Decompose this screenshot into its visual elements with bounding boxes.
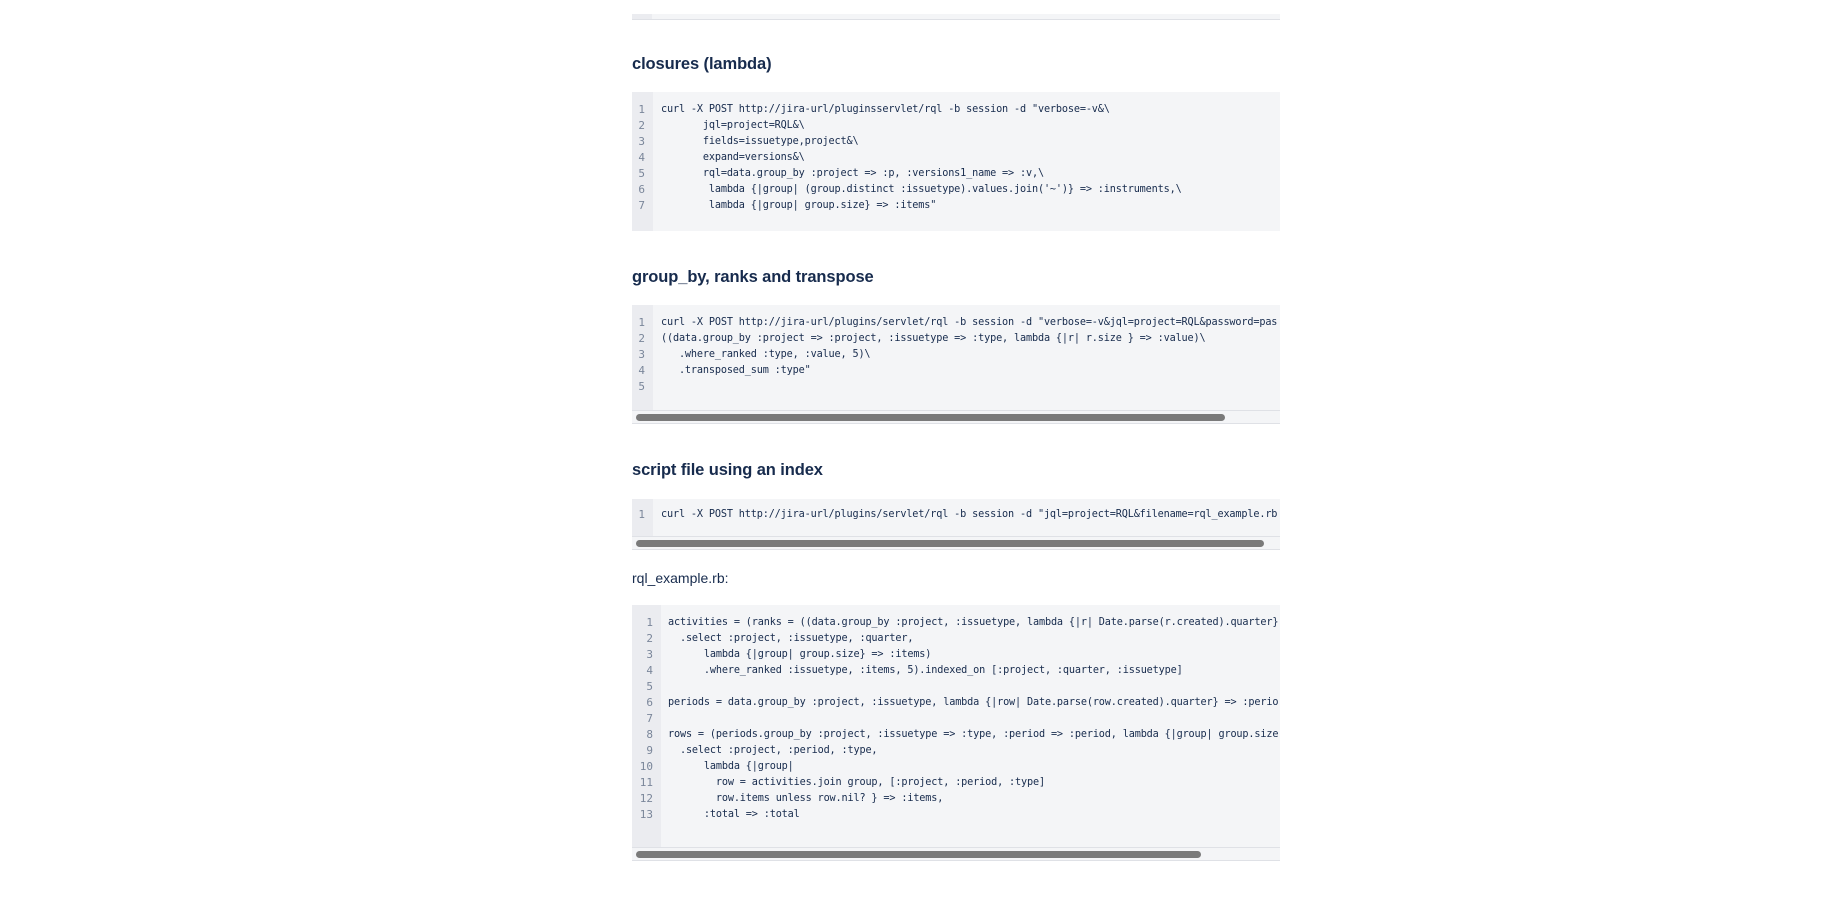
file-name-label: rql_example.rb: <box>632 570 729 586</box>
line-number: 1 <box>638 316 645 329</box>
line-number: 4 <box>638 364 645 377</box>
document-page <box>632 0 1280 900</box>
previous-code-block-bottom <box>632 14 1280 20</box>
code-line: .transposed_sum :type" <box>661 365 811 376</box>
code-line: rql=data.group_by :project => :p, :versions1_name => :v,\ <box>661 168 1044 179</box>
code-line: fields=issuetype,project&\ <box>661 136 859 147</box>
code-line: curl -X POST http://jira-url/pluginsservlet/rql -b session -d "verbose=-v&\ <box>661 104 1110 115</box>
code-line: curl -X POST http://jira-url/plugins/servlet/rql -b session -d "jql=project=RQL&filename=rql_example.rb <box>661 509 1278 520</box>
section-heading-closures: closures (lambda) <box>632 55 772 73</box>
code-block-script-file[interactable] <box>632 499 1280 537</box>
scrollbar-thumb[interactable] <box>636 414 1225 421</box>
code-block-closures[interactable] <box>632 92 1280 231</box>
code-line: rows = (periods.group_by :project, :issuetype => :type, :period => :period, lambda {|group| group.size <box>668 729 1279 740</box>
line-number: 9 <box>646 744 653 757</box>
line-number: 2 <box>638 332 645 345</box>
line-number: 8 <box>646 728 653 741</box>
line-number: 2 <box>646 632 653 645</box>
line-number: 12 <box>639 792 653 805</box>
code-line: .select :project, :issuetype, :quarter, <box>668 633 914 644</box>
code-line: .where_ranked :issuetype, :items, 5).indexed_on [:project, :quarter, :issuetype] <box>668 665 1183 676</box>
code-line: .select :project, :period, :type, <box>668 745 878 756</box>
code-line: ((data.group_by :project => :project, :issuetype => :type, lambda {|r| r.size } => :value)\ <box>661 333 1206 344</box>
code-block-rql-example[interactable] <box>632 605 1280 848</box>
code-block-group-by[interactable] <box>632 305 1280 411</box>
line-number: 7 <box>638 199 645 212</box>
code-line <box>668 679 1278 695</box>
line-number: 5 <box>638 380 645 393</box>
line-number: 1 <box>638 508 645 521</box>
line-number: 1 <box>646 616 653 629</box>
line-number: 5 <box>638 167 645 180</box>
line-number: 3 <box>646 648 653 661</box>
line-number: 7 <box>646 712 653 725</box>
section-heading-script-file: script file using an index <box>632 461 823 479</box>
line-number: 4 <box>646 664 653 677</box>
line-number: 6 <box>638 183 645 196</box>
code-line: lambda {|group| group.size} => :items) <box>668 649 932 660</box>
code-line: row = activities.join group, [:project, :period, :type] <box>668 777 1045 788</box>
code-line: lambda {|group| group.size} => :items" <box>661 200 937 211</box>
line-number: 3 <box>638 348 645 361</box>
horizontal-scrollbar-group-by[interactable] <box>632 410 1280 424</box>
line-number: 2 <box>638 119 645 132</box>
line-number: 3 <box>638 135 645 148</box>
section-heading-group-by: group_by, ranks and transpose <box>632 268 874 286</box>
line-number: 13 <box>639 808 653 821</box>
code-line: curl -X POST http://jira-url/plugins/servlet/rql -b session -d "verbose=-v&jql=project=RQL&password=pas <box>661 317 1278 328</box>
code-line: :total => :total <box>668 809 800 820</box>
code-line <box>668 711 1278 727</box>
horizontal-scrollbar-rql-example[interactable] <box>632 847 1280 861</box>
code-line: .where_ranked :type, :value, 5)\ <box>661 349 871 360</box>
code-line: expand=versions&\ <box>661 152 805 163</box>
code-line: lambda {|group| <box>668 761 794 772</box>
line-number: 1 <box>638 103 645 116</box>
code-line: activities = (ranks = ((data.group_by :project, :issuetype, lambda {|r| Date.parse(r.created).quarter} <box>668 617 1279 628</box>
line-number: 10 <box>639 760 653 773</box>
line-number: 4 <box>638 151 645 164</box>
line-number: 6 <box>646 696 653 709</box>
scrollbar-thumb[interactable] <box>636 540 1264 547</box>
line-number: 11 <box>639 776 653 789</box>
horizontal-scrollbar-script-file[interactable] <box>632 536 1280 550</box>
code-line: jql=project=RQL&\ <box>661 120 805 131</box>
code-line <box>661 379 1277 395</box>
code-line: lambda {|group| (group.distinct :issuetype).values.join('~')} => :instruments,\ <box>661 184 1182 195</box>
scrollbar-thumb[interactable] <box>636 851 1201 858</box>
code-line: periods = data.group_by :project, :issuetype, lambda {|row| Date.parse(row.created).quarter} => :perio <box>668 697 1279 708</box>
line-number: 5 <box>646 680 653 693</box>
code-line: row.items unless row.nil? } => :items, <box>668 793 944 804</box>
